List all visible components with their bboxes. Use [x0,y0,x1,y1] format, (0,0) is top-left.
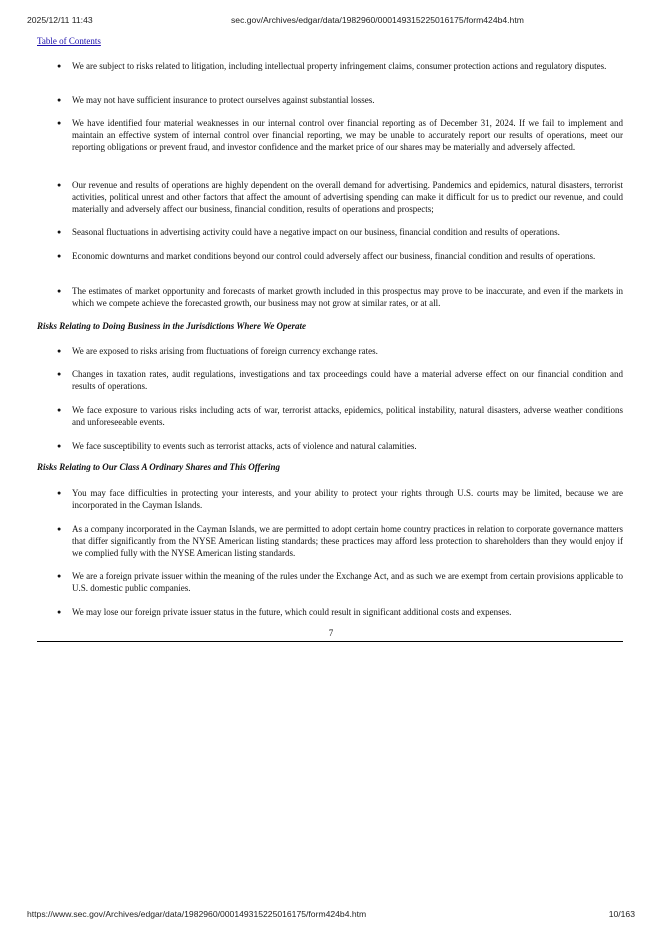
list-item [57,487,623,511]
table-of-contents-link[interactable]: Table of Contents [37,36,101,46]
list-item-text: Our revenue and results of operations are highly dependent on the overall demand for advertising. Pandemics and epidemics, natural disasters, terrorist activities, political unrest and other factors that affect the amount of advertising spending can make it difficult for us to predict our revenue, and could materially and adversely affect our business, financial condition, results of operations and prospects; [72,180,623,214]
list-item-text: We may lose our foreign private issuer status in the future, which could result in significant additional costs and expenses. [72,607,512,617]
list-item [57,404,623,428]
bullet-icon: ● [57,181,62,189]
list-item-text: We face susceptibility to events such as terrorist attacks, acts of violence and natural calamities. [72,441,417,451]
print-footer-url: https://www.sec.gov/Archives/edgar/data/1982960/000149315225016175/form424b4.htm [27,909,367,919]
bullet-icon: ● [57,406,62,414]
list-item [57,94,623,106]
bullet-icon: ● [57,252,62,260]
section-heading: Risks Relating to Our Class A Ordinary Shares and This Offering [37,462,281,472]
list-item [57,226,623,238]
list-item-text: We are exposed to risks arising from fluctuations of foreign currency exchange rates. [72,346,378,356]
list-item [57,606,623,618]
bullet-icon: ● [57,228,62,236]
list-item-text: Changes in taxation rates, audit regulations, investigations and tax proceedings could have a material adverse effect on our financial condition and results of operations. [72,369,623,391]
list-item [57,60,623,72]
list-item [57,368,623,392]
bullet-icon: ● [57,287,62,295]
list-item [57,285,623,309]
bullet-icon: ● [57,442,62,450]
bullet-icon: ● [57,572,62,580]
bullet-icon: ● [57,489,62,497]
list-item [57,179,623,215]
bullet-icon: ● [57,525,62,533]
list-item [57,570,623,594]
bullet-icon: ● [57,347,62,355]
list-item-text: We are subject to risks related to litigation, including intellectual property infringement claims, consumer protection actions and regulatory disputes. [72,61,607,71]
print-page-count: 10/163 [608,909,635,919]
list-item [57,345,623,357]
bullet-icon: ● [57,370,62,378]
section-heading: Risks Relating to Doing Business in the Jurisdictions Where We Operate [37,321,307,331]
print-title-url: sec.gov/Archives/edgar/data/1982960/000149315225016175/form424b4.htm [231,15,524,25]
list-item [57,440,623,452]
bullet-icon: ● [57,96,62,104]
list-item-text: The estimates of market opportunity and forecasts of market growth included in this prospectus may prove to be inaccurate, and even if the markets in which we compete achieve the forecasted growth, our business may not grow at similar rates, or at all. [72,286,623,308]
list-item-text: We face exposure to various risks including acts of war, terrorist attacks, epidemics, political instability, natural disasters, adverse weather conditions and unforeseeable events. [72,405,623,427]
bullet-icon: ● [57,62,62,70]
list-item [57,117,623,153]
bullet-icon: ● [57,119,62,127]
page-divider [37,641,623,642]
list-item-text: We may not have sufficient insurance to protect ourselves against substantial losses. [72,95,375,105]
list-item-text: Seasonal fluctuations in advertising activity could have a negative impact on our business, financial condition and results of operations. [72,227,560,237]
page-number: 7 [328,628,334,638]
list-item-text: Economic downturns and market conditions beyond our control could adversely affect our business, financial condition and results of operations. [72,251,596,261]
list-item-text: We have identified four material weaknesses in our internal control over financial reporting as of December 31, 2024. If we fail to implement and maintain an effective system of internal control over financial reporting, we may be unable to accurately report our results of operations, meet our reporting obligations or prevent fraud, and investor confidence and the market price of our shares may be materially and adversely affected. [72,118,623,152]
list-item-text: As a company incorporated in the Cayman Islands, we are permitted to adopt certain home country practices in relation to corporate governance matters that differ significantly from the NYSE American listing standards; these practices may afford less protection to shareholders than they would enjoy if we complied fully with the NYSE American listing standards. [72,524,623,558]
bullet-icon: ● [57,608,62,616]
list-item [57,523,623,559]
list-item-text: We are a foreign private issuer within the meaning of the rules under the Exchange Act, and as such we are exempt from certain provisions applicable to U.S. domestic public companies. [72,571,623,593]
print-datetime: 2025/12/11 11:43 [27,15,93,25]
list-item [57,250,623,262]
list-item-text: You may face difficulties in protecting your interests, and your ability to protect your rights through U.S. courts may be limited, because we are incorporated in the Cayman Islands. [72,488,623,510]
